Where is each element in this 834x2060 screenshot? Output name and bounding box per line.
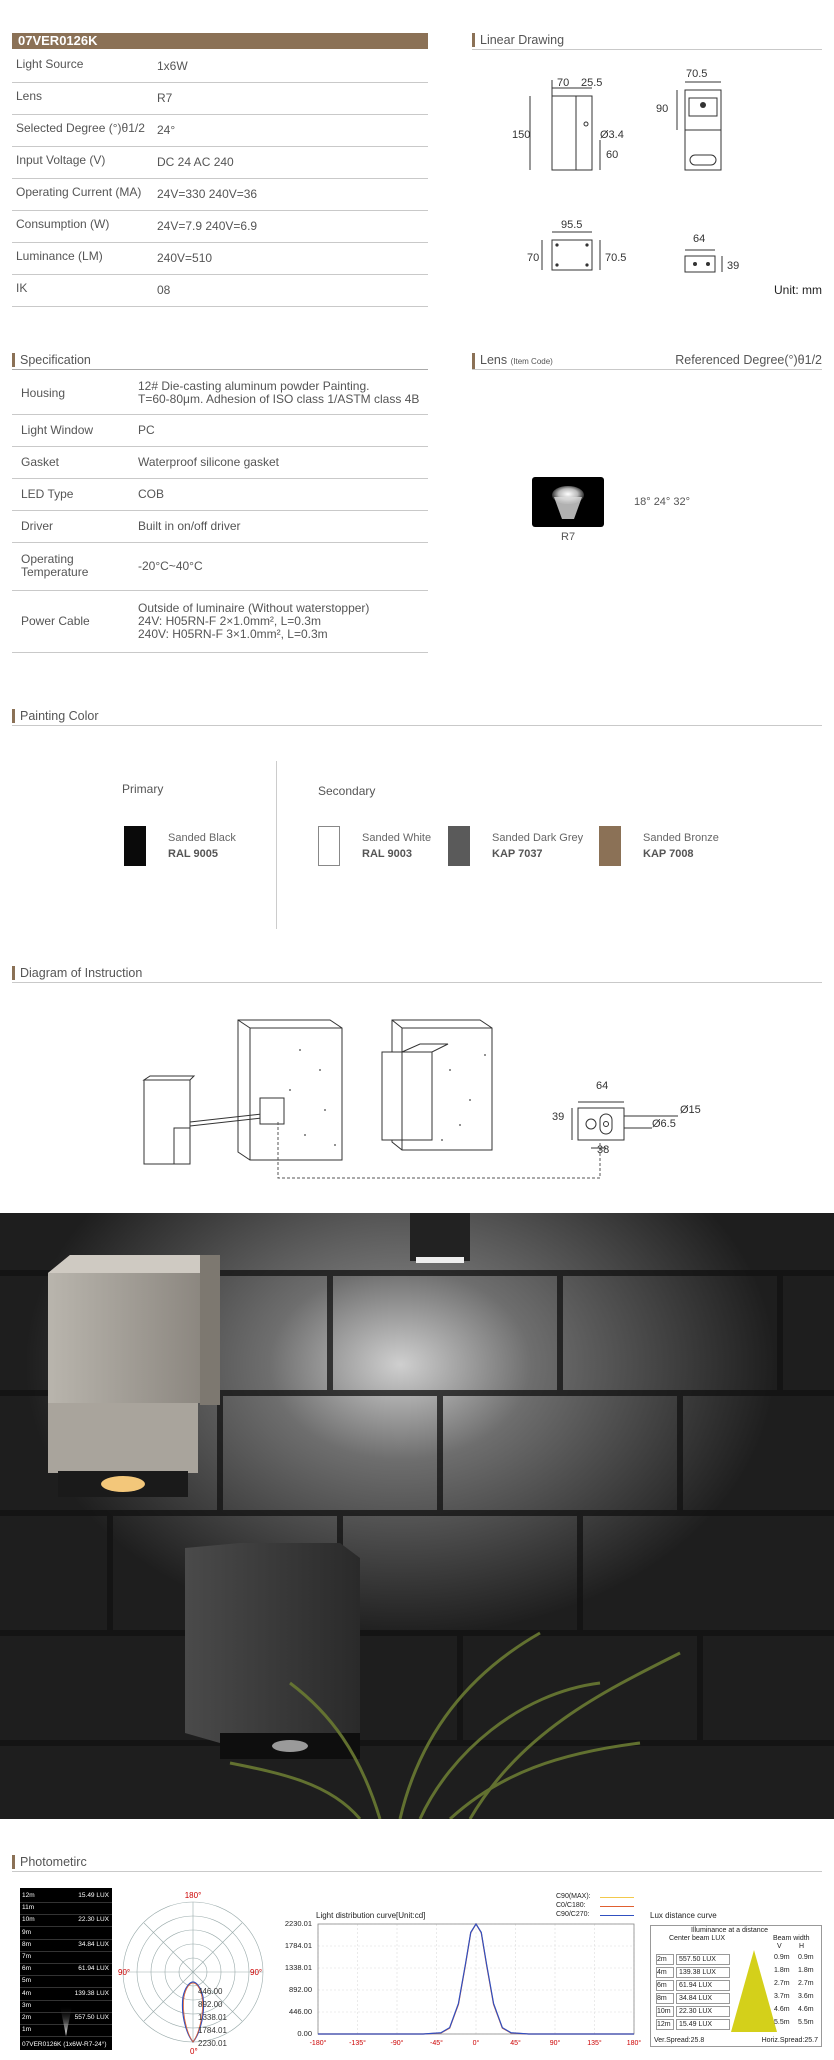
linear-drawing-divider: [472, 49, 822, 50]
lux-distance: 2m: [656, 1954, 674, 1965]
x-tick-label: -45°: [430, 2040, 443, 2047]
polar-right-label: 90°: [250, 1968, 263, 1977]
spec-row: [12, 372, 428, 415]
legend-item: [556, 1911, 636, 1920]
x-tick-label: 180°: [626, 2040, 642, 2047]
spec-value-line: 240V: H05RN-F 3×1.0mm², L=0.3m: [138, 626, 328, 641]
beam-cone: [20, 1888, 112, 2050]
primary-label: Primary: [122, 782, 164, 796]
beam-distance: 8m: [22, 1940, 32, 1948]
parameter-row: [12, 116, 428, 147]
lux-header-main: Illuminance at a distance: [691, 1927, 769, 1934]
parameter-row: [12, 180, 428, 211]
product-code-bar: [12, 33, 428, 49]
lux-row: [654, 1991, 818, 2003]
spec-value-line: PC: [138, 422, 155, 437]
parameter-label: Light Source: [16, 57, 84, 71]
lux-header-h: H: [799, 1943, 805, 1950]
photometric-divider: [12, 1871, 822, 1872]
spec-value-line: Waterproof silicone gasket: [138, 454, 279, 469]
photometric-title: Photometirc: [12, 1855, 87, 1869]
parameter-label: IK: [16, 281, 28, 295]
beam-distance: 5m: [22, 1977, 32, 1985]
lens-divider: [472, 369, 822, 370]
spec-value-line: 12# Die-casting aluminum powder Painting.: [138, 379, 370, 393]
spec-label: Housing: [21, 385, 66, 400]
hor-spread: Horiz.Spread:25.7: [761, 2037, 818, 2044]
polar-bottom-label: 0°: [190, 2047, 198, 2055]
beam-lux: 22.30 LUX: [78, 1916, 109, 1924]
lux-v: 2.7m: [774, 1980, 790, 1987]
painting-divider: [12, 725, 822, 726]
lux-row: [654, 1965, 818, 1977]
polar-ring-2: 892.00: [198, 2000, 223, 2009]
parameter-value: 08: [157, 283, 171, 297]
linear-drawing: [470, 60, 830, 300]
color-code: KAP 7037: [492, 848, 543, 860]
x-tick-label: 0°: [472, 2040, 480, 2047]
spec-value-line: Outside of luminaire (Without waterstopper): [138, 600, 370, 615]
dim-a-height: 150: [512, 129, 531, 141]
lux-v: 3.7m: [774, 1993, 790, 2000]
lux-distance: 6m: [656, 1980, 674, 1991]
spec-value: [138, 488, 428, 501]
beam-lux: 15.49 LUX: [78, 1892, 109, 1899]
spec-row: [12, 590, 428, 653]
product-code: 07VER0126K: [18, 33, 98, 48]
spec-row: [12, 542, 428, 591]
dim-d-height: 39: [727, 260, 740, 272]
specification-divider: [12, 369, 428, 370]
y-tick-label: 2230.01: [284, 1919, 312, 1928]
inst-dim-height: 39: [552, 1111, 565, 1123]
product-photo: [0, 1213, 834, 1819]
dim-c-left: 70: [527, 252, 540, 264]
lux-value: 15.49 LUX: [676, 2019, 730, 2030]
beam-distance: 11m: [22, 1904, 35, 1912]
dim-b-width: 70.5: [686, 68, 708, 80]
lux-distance: 10m: [656, 2006, 674, 2017]
lux-v: 5.5m: [774, 2019, 790, 2026]
color-swatch: [599, 826, 621, 866]
beam-distance: 12m: [22, 1892, 35, 1899]
lux-value: 22.30 LUX: [676, 2006, 730, 2017]
lux-value: 557.50 LUX: [676, 1954, 730, 1965]
lens-image: [532, 477, 604, 527]
beam-distance: 2m: [22, 2014, 32, 2021]
parameter-value: R7: [157, 91, 173, 105]
lux-h: 1.8m: [798, 1967, 814, 1974]
color-swatch: [124, 826, 146, 866]
x-tick-label: -180°: [309, 2040, 327, 2047]
legend-label: C90/C270:: [556, 1911, 590, 1918]
polar-left-label: 90°: [118, 1968, 131, 1977]
lux-panel: [650, 1925, 822, 2047]
legend-item: [556, 1893, 636, 1902]
beam-caption: 07VER0126K (1x6W-R7-24°): [22, 2041, 107, 2048]
parameter-value: 24°: [157, 123, 176, 137]
parameter-row: [12, 52, 428, 83]
parameter-label: Operating Current (MA): [16, 185, 142, 199]
color-name: Sanded White: [362, 832, 432, 844]
instruction-title: Diagram of Instruction: [12, 966, 142, 980]
secondary-label: Secondary: [318, 784, 376, 798]
spec-value: [138, 560, 428, 573]
x-tick-label: -135°: [349, 2040, 366, 2047]
lens-name: R7: [561, 531, 576, 543]
specification-title: Specification: [12, 353, 91, 367]
spec-value-line: Built in on/off driver: [138, 518, 241, 533]
lens-graphic: [532, 477, 604, 527]
x-tick-label: -90°: [390, 2040, 404, 2047]
polar-ring-4: 1784.01: [198, 2026, 227, 2035]
color-swatch: [448, 826, 470, 866]
lux-h: 3.6m: [798, 1993, 814, 2000]
lux-header-center: Center beam LUX: [669, 1935, 726, 1942]
parameter-value: 24V=330 240V=36: [157, 187, 258, 201]
beam-distance: 1m: [22, 2026, 32, 2034]
spec-label: Gasket: [21, 454, 60, 469]
lux-value: 34.84 LUX: [676, 1993, 730, 2004]
lens-title-text: Lens: [480, 353, 508, 367]
parameter-label: Luminance (LM): [16, 249, 103, 263]
spec-row: [12, 446, 428, 479]
lux-distance: 4m: [656, 1967, 674, 1978]
y-tick-label: 1784.01: [284, 1941, 312, 1950]
inst-dim-width: 64: [596, 1080, 609, 1092]
parameter-value: DC 24 AC 240: [157, 155, 234, 169]
lux-header-beam: Beam width: [773, 1935, 810, 1942]
painting-title: Painting Color: [12, 709, 99, 723]
spec-row: [12, 510, 428, 543]
beam-lux: 139.38 LUX: [74, 1989, 109, 1997]
lens-item-code: (Item Code): [510, 357, 553, 366]
lux-h: 2.7m: [798, 1980, 814, 1987]
parameter-row: [12, 84, 428, 115]
lux-title: Lux distance curve: [650, 1911, 717, 1920]
spec-value-line: 24V: H05RN-F 2×1.0mm², L=0.3m: [138, 613, 321, 628]
dim-b-height: 90: [656, 103, 669, 115]
lens-degrees: 18° 24° 32°: [634, 496, 691, 508]
spec-label: LED Type: [21, 486, 74, 501]
lux-v: 0.9m: [774, 1954, 790, 1961]
inst-dim-spacing: 38: [597, 1144, 610, 1156]
legend-swatch: [600, 1897, 634, 1898]
spec-label: Light Window: [21, 422, 94, 437]
spec-value-line: COB: [138, 486, 165, 501]
legend-label: C90(MAX):: [556, 1893, 591, 1900]
unit-label: Unit: mm: [774, 283, 822, 297]
color-name: Sanded Black: [168, 832, 236, 844]
ver-spread: Ver.Spread:25.8: [654, 2037, 705, 2044]
inst-dim-big-hole: Ø15: [680, 1104, 701, 1116]
spec-row: [12, 414, 428, 447]
polar-top-label: 180°: [184, 1891, 202, 1900]
spec-label: Driver: [21, 518, 53, 533]
y-tick-label: 892.00: [289, 1985, 312, 1994]
beam-distance: 7m: [22, 1953, 32, 1960]
color-swatch: [318, 826, 340, 866]
parameter-value: 1x6W: [157, 59, 188, 73]
spec-label: Power Cable: [21, 613, 90, 628]
x-tick-label: 90°: [549, 2040, 561, 2047]
polar-ring-3: 1338.01: [198, 2013, 227, 2022]
beam-distance: 4m: [22, 1989, 32, 1997]
legend-item: [556, 1902, 636, 1911]
dim-a-lower: 60: [606, 149, 619, 161]
spec-label: Operating Temperature: [21, 552, 89, 579]
lens-title: [472, 353, 553, 369]
parameter-row: [12, 212, 428, 243]
parameter-value: 24V=7.9 240V=6.9: [157, 219, 258, 233]
beam-lux: 34.84 LUX: [78, 1940, 109, 1948]
color-group-separator: [276, 761, 277, 929]
polar-ring-1: 446.00: [198, 1987, 223, 1996]
parameter-label: Input Voltage (V): [16, 153, 106, 167]
legend-swatch: [600, 1906, 634, 1907]
beam-chart: [20, 1888, 112, 2050]
parameter-row: [12, 148, 428, 179]
lux-v: 4.6m: [774, 2006, 790, 2013]
legend-swatch: [600, 1915, 634, 1916]
parameter-value: 240V=510: [157, 251, 213, 265]
inst-dim-small-hole: Ø6.5: [652, 1118, 676, 1130]
beam-distance: 9m: [22, 1928, 32, 1936]
beam-distance: 3m: [22, 2001, 32, 2009]
spec-value: [138, 424, 428, 437]
distribution-chart: [308, 1920, 642, 2052]
lux-row: [654, 1952, 818, 1964]
photo-scene: [0, 1213, 834, 1819]
parameter-label: Selected Degree (°)θ1/2: [16, 121, 145, 135]
polar-chart: [118, 1890, 268, 2055]
y-tick-label: 446.00: [289, 2007, 312, 2016]
lux-row: [654, 2017, 818, 2029]
curve-legend: [556, 1893, 636, 1920]
curve-title: Light distribution curve[Unit:cd]: [316, 1911, 426, 1920]
y-tick-label: 0.00: [297, 2029, 312, 2038]
spec-row: [12, 478, 428, 511]
parameter-row: [12, 244, 428, 275]
lux-h: 0.9m: [798, 1954, 814, 1961]
dim-a-hole: Ø3.4: [600, 129, 624, 141]
legend-items: [556, 1893, 636, 1920]
beam-lux: 61.94 LUX: [78, 1965, 109, 1973]
lux-value: 139.38 LUX: [676, 1967, 730, 1978]
polar-ring-5: 2230.01: [198, 2039, 227, 2048]
spec-value: [138, 602, 428, 641]
lux-distance: 8m: [656, 1993, 674, 2004]
color-code: RAL 9003: [362, 848, 412, 860]
dim-a-width: 70: [557, 77, 570, 89]
y-tick-label: 1338.01: [284, 1963, 312, 1972]
spec-value: [138, 456, 428, 469]
color-code: KAP 7008: [643, 848, 694, 860]
beam-distance: 6m: [22, 1965, 32, 1973]
lux-h: 5.5m: [798, 2019, 814, 2026]
instruction-diagram: [130, 1010, 730, 1180]
lux-h: 4.6m: [798, 2006, 814, 2013]
lux-v: 1.8m: [774, 1967, 790, 1974]
color-name: Sanded Dark Grey: [492, 832, 584, 844]
parameter-label: Lens: [16, 89, 43, 103]
x-tick-label: 45°: [510, 2040, 521, 2047]
spec-value: [138, 520, 428, 533]
beam-distance: 10m: [22, 1916, 35, 1924]
spec-value-line: -20°C~40°C: [138, 558, 203, 573]
lux-row: [654, 2004, 818, 2016]
parameter-row: [12, 276, 428, 307]
dim-c-right: 70.5: [605, 252, 627, 264]
legend-label: C0/C180:: [556, 1902, 586, 1909]
lux-header-v: V: [777, 1943, 782, 1950]
lux-value: 61.94 LUX: [676, 1980, 730, 1991]
lux-row: [654, 1978, 818, 1990]
x-tick-label: 135°: [587, 2040, 602, 2047]
color-code: RAL 9005: [168, 848, 218, 860]
beam-lux: 557.50 LUX: [74, 2014, 109, 2021]
instruction-divider: [12, 982, 822, 983]
spec-value: [138, 380, 428, 406]
dim-a-offset: 25.5: [581, 77, 603, 89]
spec-value-line: T=60-80μm. Adhesion of ISO class 1/ASTM class 4B: [138, 392, 420, 406]
dim-c-width: 95.5: [561, 219, 583, 231]
parameter-label: Consumption (W): [16, 217, 110, 231]
lux-distance: 12m: [656, 2019, 674, 2030]
linear-drawing-title: Linear Drawing: [472, 33, 564, 47]
referenced-degree-label: Referenced Degree(°)θ1/2: [675, 353, 822, 367]
color-name: Sanded Bronze: [643, 832, 719, 844]
dim-d-width: 64: [693, 233, 706, 245]
